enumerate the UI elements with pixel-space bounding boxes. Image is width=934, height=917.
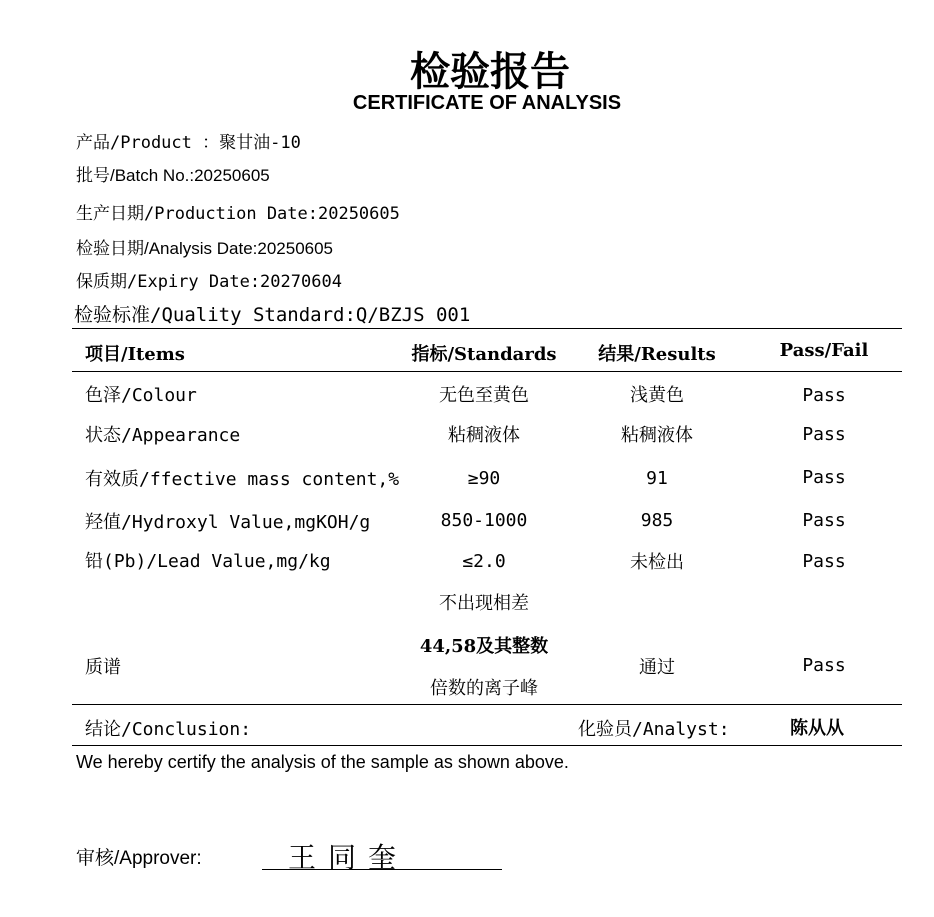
- table-top-rule: [72, 328, 902, 329]
- row-mass-spec-standard-line-1: 不出现相差: [439, 593, 529, 614]
- row-mass-spec-item: 质谱: [85, 657, 121, 678]
- product-line: 产品/Product ：聚甘油-10: [76, 133, 301, 153]
- row-lead-standard: ≤2.0: [462, 551, 506, 572]
- document-title-en: CERTIFICATE OF ANALYSIS: [352, 92, 622, 114]
- row-mass-spec-pass: Pass: [802, 655, 846, 676]
- row-hydroxyl-pass: Pass: [802, 510, 846, 531]
- row-effective-mass-pass: Pass: [802, 467, 846, 488]
- header-items: 项目/Items: [85, 344, 185, 365]
- analyst-label: 化验员/Analyst:: [578, 719, 730, 740]
- row-colour-standard: 无色至黄色: [439, 385, 529, 406]
- document-title-zh: 检验报告: [410, 48, 570, 95]
- production-date-line: 生产日期/Production Date:20250605: [76, 204, 400, 224]
- conclusion-label: 结论/Conclusion:: [85, 719, 252, 740]
- row-appearance-pass: Pass: [802, 424, 846, 445]
- header-results: 结果/Results: [598, 344, 716, 365]
- header-standards: 指标/Standards: [411, 344, 557, 365]
- analyst-name: 陈从从: [790, 718, 844, 739]
- row-lead-result: 未检出: [630, 552, 684, 573]
- row-mass-spec-result: 通过: [639, 657, 675, 678]
- table-header-rule: [72, 371, 902, 372]
- row-hydroxyl-result: 985: [640, 510, 674, 531]
- row-colour-result: 浅黄色: [630, 385, 684, 406]
- analysis-date-line: 检验日期/Analysis Date:20250605: [76, 239, 334, 258]
- header-pass-fail: Pass/Fail: [779, 340, 869, 361]
- row-hydroxyl-item: 羟值/Hydroxyl Value,mgKOH/g: [85, 512, 371, 533]
- row-hydroxyl-standard: 850-1000: [440, 510, 528, 531]
- row-effective-mass-standard: ≥90: [467, 468, 501, 489]
- row-colour-item: 色泽/Colour: [85, 385, 197, 406]
- row-colour-pass: Pass: [802, 385, 846, 406]
- row-effective-mass-item: 有效质/ffective mass content,%: [85, 469, 400, 490]
- approver-name: 王同奎: [288, 842, 409, 873]
- approver-label: 审核/Approver:: [76, 848, 202, 869]
- approver-signature-line: [262, 869, 502, 870]
- row-lead-item: 铅(Pb)/Lead Value,mg/kg: [85, 551, 331, 572]
- row-appearance-standard: 粘稠液体: [448, 425, 520, 446]
- quality-standard-line: 检验标准/Quality Standard:Q/BZJS 001: [74, 304, 471, 326]
- batch-line: 批号/Batch No.:20250605: [76, 166, 270, 185]
- row-mass-spec-standard-line-2: 44,58及其整数: [419, 636, 549, 657]
- row-effective-mass-result: 91: [646, 468, 668, 489]
- table-body-bottom-rule: [72, 704, 902, 705]
- certification-statement: We hereby certify the analysis of the sample as shown above.: [76, 752, 569, 772]
- row-mass-spec-standard-line-3: 倍数的离子峰: [430, 678, 538, 699]
- row-appearance-result: 粘稠液体: [621, 425, 693, 446]
- expiry-date-line: 保质期/Expiry Date:20270604: [76, 272, 342, 292]
- row-appearance-item: 状态/Appearance: [85, 425, 241, 446]
- row-lead-pass: Pass: [802, 551, 846, 572]
- table-bottom-rule: [72, 745, 902, 746]
